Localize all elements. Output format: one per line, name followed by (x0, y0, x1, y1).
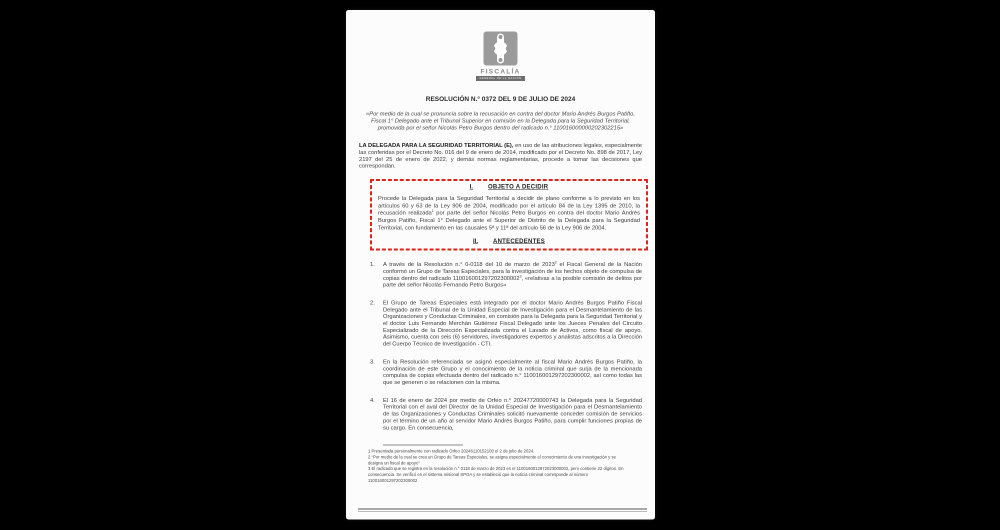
antecedentes-list (359, 262, 642, 432)
puzzle-piece-icon (483, 31, 518, 66)
fiscalia-logo (359, 31, 642, 81)
logo-wordmark: FISCALÍA (480, 67, 521, 75)
section-number: II. (472, 237, 478, 245)
objeto-text-b: por parte del señor Nicolás Petro Burgos en contra del doctor Mario Andrés Burgos Patiño, Fiscal 1° Delegado ante el Superior de Distrito de la Delegada para la Seguridad Territorial, con fundamento en las causales 5ª y 11ª del artículo 56 de la Ley 906 de 2004. (378, 210, 640, 231)
item-text: El Grupo de Tareas Especiales está integrado por el doctor Mario Andrés Burgos Patiño Fiscal Delegado ante el Tribunal de la Unidad Especial de Investigación para el Desmantelamiento de las Organizaciones y Conductas Criminales, en comisión para la Delegada para la Seguridad Territorial y el doctor Luis Fernando Merchán Gutiérrez Fiscal Delegado ante los Jueces Penales del Circuito Especializado de la Dirección Especializada contra el Lavado de Activos, como fiscal de apoyo. Asimismo, cuenta con seis (6) servidores, investigadores expertos y analistas adscritos a la Dirección del Cuerpo Técnico de Investigación - CTI. (383, 299, 642, 348)
section-label: OBJETO A DECIDIR (487, 183, 549, 191)
list-item (370, 300, 642, 348)
red-annotation-box (370, 179, 648, 250)
item-text (383, 262, 642, 289)
footnote-separator (383, 445, 463, 446)
objeto-paragraph (378, 195, 640, 231)
item-number: 4. (370, 397, 375, 404)
item-text-c: , «relativas a la posible comisión de delitos por parte del señor Nicolás Fernando Petro Burgos» (383, 275, 642, 289)
list-item (370, 359, 642, 386)
section-number: I. (469, 183, 473, 191)
section-label: ANTECEDENTES (493, 237, 546, 245)
footnote-ref-2: 2 (554, 261, 557, 265)
item-text-b: el Fiscal General de la Nación conformó un Grupo de Tareas Especiales, para la investigación de los hechos objeto de compulsa de copias dentro del radicado 110016001297202300002 (383, 261, 642, 282)
list-item (370, 262, 642, 289)
resolution-epigraph: «Por medio de la cual se pronuncia sobre la recusación en contra del doctor Mario Andrés Burgos Patiño, Fiscal 1° Delegado ante el Tribunal Superior en comisión en la Delegada para la Seguridad Territorial, promovida por el señor Nicolás Petro Burgos dentro del radicado n.° 110016000000202302215» (366, 111, 635, 131)
footnotes-block (368, 449, 630, 484)
item-text: En la Resolución referenciada se asignó especialmente al fiscal Mario Andrés Burgos Patiño, la coordinación de este Grupo y el conocimiento de la noticia criminal que surja de la mencionada compulsa de copias efectuada dentro del radicado n.° 110016001297202300002, así como todas las que se generen o se relacionen con la misma. (383, 358, 642, 386)
logo-tagline: GENERAL DE LA NACIÓN (476, 76, 525, 81)
intro-paragraph (359, 143, 642, 171)
footnote-ref-3: 3 (519, 274, 522, 279)
intro-lead: LA DELEGADA PARA LA SEGURIDAD TERRITORIAL (E), (359, 142, 514, 149)
objeto-text-a: Procede la Delegada para la Seguridad Territorial a decidir de plano conforme a lo previsto en los artículos 60 y 63 de la Ley 906 de 2004, modificado por el artículo 84 de la Ley 1395 de 2010, la recusación realizada (378, 195, 640, 217)
section-heading-antecedentes (378, 238, 640, 245)
resolution-title: RESOLUCIÓN N.° 0372 DEL 9 DE JULIO DE 2024 (425, 95, 576, 103)
item-number: 1. (370, 261, 375, 268)
item-text: El 16 de enero de 2024 por medio de Orfeo n.° 20247720000743 la Delegada para la Seguridad Territorial con el aval del Director de la Unidad Especial de Investigación para el Desmantelamiento de las Organizaciones y Conductas Criminales solicitó nuevamente conceder comisión de servicios por el término de un año al servidor Mario Andrés Burgos Patiño, para cumplir funciones propias de su cargo. En consecuencia, (383, 397, 642, 431)
document-page (346, 10, 655, 520)
item-number: 2. (370, 299, 375, 306)
item-number: 3. (370, 358, 375, 365)
footnote: 3 El radicado que se registra en la resolución n.° 0118 de marzo de 2023 es el 1100160012972023000002, pero contiene 22 dígitos. En consecuencia. Se verificó en el sistema misional SPOA y se estableció que la noticia criminal corresponde al número 110016001297202300002 (368, 466, 624, 483)
footnote-ref-1: 1 (431, 209, 434, 214)
item-text-a: A través de la Resolución n.° 0-0118 del 10 de marzo de 2023 (383, 261, 555, 268)
list-item (370, 397, 642, 431)
page-footer-rule (358, 509, 647, 512)
footnote: 2 “Por medio de la cual se crea un Grupo de Tareas Especiales, se asigna especialmente el conocimiento de una investigación y se designa un fiscal de apoyo” (368, 454, 616, 466)
footnote: 1 Presentada personalmente con radicado Orfeo 20246110152100 el 2 de julio de 2024. (368, 448, 535, 454)
section-heading-objeto (378, 183, 640, 190)
intro-body: en uso de las atribuciones legales, especialmente las conferidas por el Decreto No. 016 del 9 de enero de 2014, modificado por el Decreto No. 898 de 2017, Ley 2197 del 25 de enero de 2022, y demás normas reglamentarias, procede a tomar las decisiones que correspondan. (359, 142, 642, 170)
